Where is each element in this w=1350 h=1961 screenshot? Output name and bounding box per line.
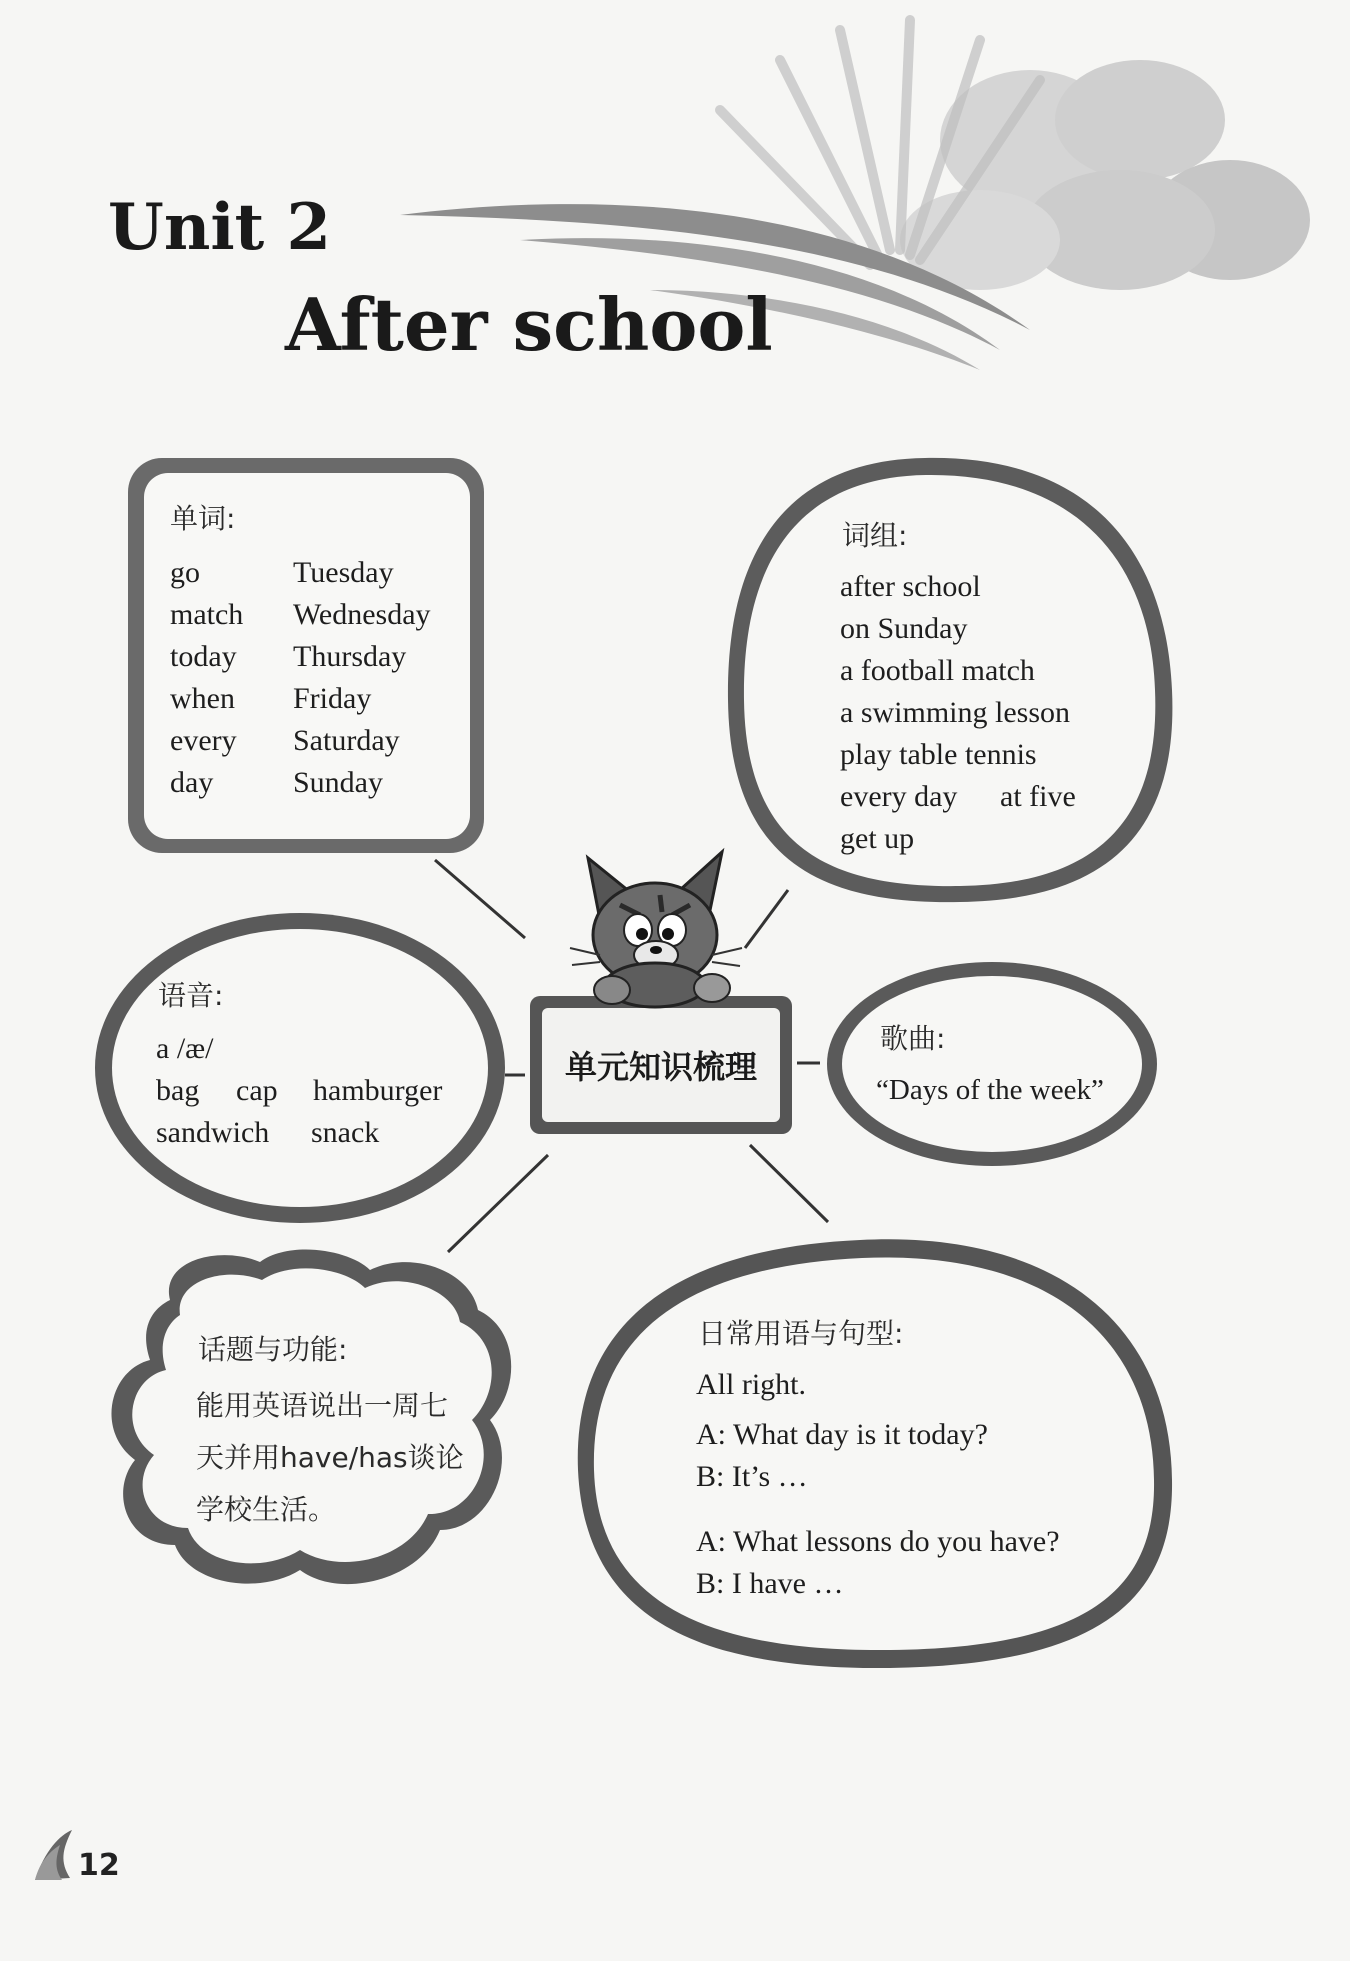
phrases-heading: 词组:	[842, 519, 908, 552]
song-heading: 歌曲:	[880, 1022, 946, 1055]
day-item: Wednesday	[293, 598, 431, 631]
lesson-title: After school	[285, 282, 773, 367]
phonics-word: hamburger	[313, 1074, 443, 1107]
phonics-word: cap	[236, 1074, 278, 1107]
phonics-bubble-shape	[95, 913, 505, 1223]
phonics-word: sandwich	[156, 1116, 270, 1149]
expression-line: B: It’s …	[696, 1460, 808, 1493]
phrase-item: at five	[1000, 780, 1076, 813]
phrase-item: on Sunday	[840, 612, 968, 645]
topic-line: 天并用have/has谈论	[196, 1441, 464, 1474]
word-item: match	[170, 598, 244, 631]
phonics-heading: 语音:	[158, 979, 224, 1012]
center-topic-label: 单元知识梳理	[564, 1048, 757, 1086]
phrase-item: get up	[840, 822, 915, 855]
phrase-item: every day	[840, 780, 958, 813]
expression-line: All right.	[696, 1368, 806, 1401]
day-item: Sunday	[293, 766, 383, 799]
cat-mascot	[570, 852, 742, 1007]
song-bubble-shape	[827, 962, 1157, 1166]
phrase-item: after school	[840, 570, 981, 603]
unit-title: Unit 2	[108, 190, 332, 265]
topic-heading: 话题与功能:	[198, 1333, 348, 1366]
word-item: every	[170, 724, 237, 757]
phonics-sound: a /æ/	[156, 1032, 214, 1065]
words-heading: 单词:	[170, 502, 236, 535]
day-item: Friday	[293, 682, 372, 715]
phrase-item: play table tennis	[840, 738, 1037, 771]
word-item: day	[170, 766, 214, 799]
word-item: go	[170, 556, 200, 589]
topic-line: 学校生活。	[196, 1493, 337, 1526]
word-item: when	[170, 682, 235, 715]
word-item: today	[170, 640, 237, 673]
page-number: 12	[78, 1848, 120, 1883]
expressions-heading: 日常用语与句型:	[698, 1317, 904, 1350]
phrase-item: a swimming lesson	[840, 696, 1070, 729]
song-title: “Days of the week”	[876, 1074, 1104, 1106]
expression-line: B: I have …	[696, 1567, 844, 1600]
leaf-icon	[35, 1830, 72, 1880]
phonics-word: bag	[156, 1074, 200, 1107]
day-item: Tuesday	[293, 556, 394, 589]
topic-line: 能用英语说出一周七	[196, 1389, 449, 1422]
expression-line: A: What day is it today?	[696, 1418, 988, 1451]
expressions-bubble-shape	[578, 1239, 1172, 1668]
phonics-word: snack	[311, 1116, 380, 1149]
day-item: Thursday	[293, 640, 407, 673]
expression-line: A: What lessons do you have?	[696, 1525, 1060, 1558]
phrase-item: a football match	[840, 654, 1035, 687]
day-item: Saturday	[293, 724, 400, 757]
